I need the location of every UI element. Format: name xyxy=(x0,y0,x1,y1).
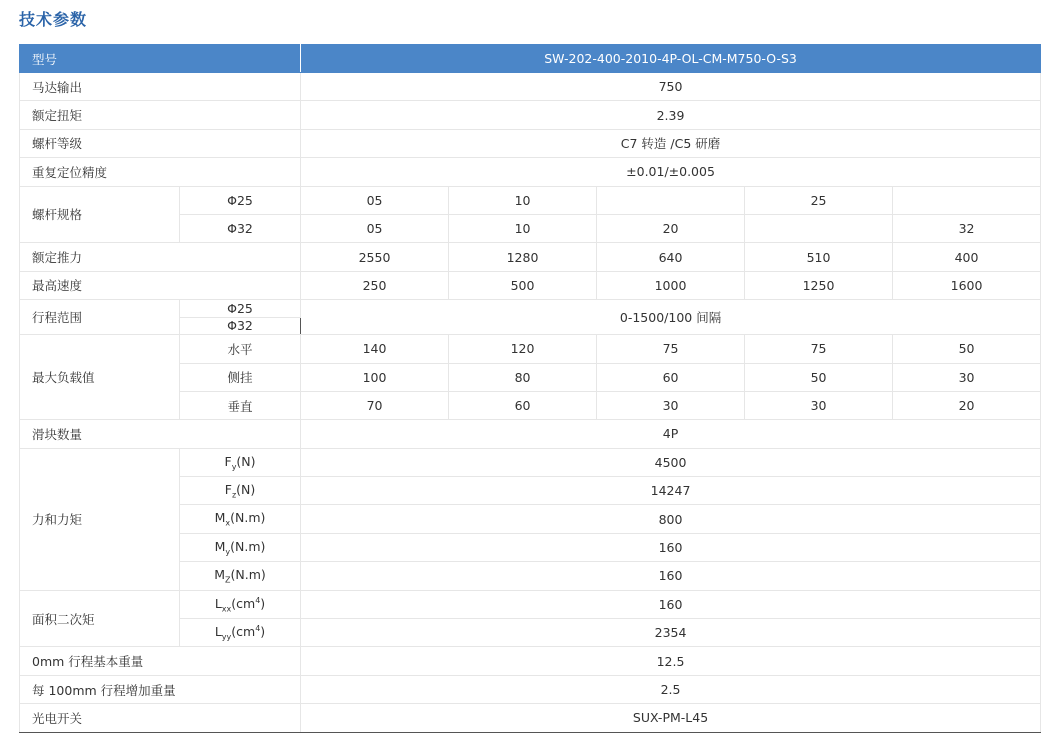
table-cell: 160 xyxy=(301,533,1041,561)
table-cell: 640 xyxy=(597,243,745,271)
area-moment-label: 面积二次矩 xyxy=(20,590,180,647)
table-row xyxy=(20,590,1041,618)
table-cell xyxy=(597,186,745,214)
table-row xyxy=(20,186,1041,214)
table-cell: 1280 xyxy=(449,243,597,271)
table-cell: 2354 xyxy=(301,619,1041,647)
table-cell xyxy=(745,214,893,242)
table-cell: 30 xyxy=(745,391,893,419)
table-row xyxy=(20,271,1041,299)
added-weight-value: 2.5 xyxy=(301,675,1041,703)
stroke-range-sub: Φ32 xyxy=(180,317,301,335)
table-cell: 80 xyxy=(449,363,597,391)
table-cell: 50 xyxy=(893,335,1041,363)
table-cell: 160 xyxy=(301,590,1041,618)
table-cell: 75 xyxy=(745,335,893,363)
table-row xyxy=(20,101,1041,129)
table-cell: 30 xyxy=(893,363,1041,391)
base-weight-label: 0mm 行程基本重量 xyxy=(20,647,301,675)
table-cell: 60 xyxy=(449,391,597,419)
screw-spec-sub: Φ32 xyxy=(180,214,301,242)
table-cell: 800 xyxy=(301,505,1041,533)
table-cell: 10 xyxy=(449,186,597,214)
added-weight-label: 每 100mm 行程增加重量 xyxy=(20,675,301,703)
table-cell: 32 xyxy=(893,214,1041,242)
table-cell: 30 xyxy=(597,391,745,419)
stroke-range-value: 0-1500/100 间隔 xyxy=(301,300,1041,335)
table-cell: 140 xyxy=(301,335,449,363)
table-cell xyxy=(893,186,1041,214)
table-cell: 1000 xyxy=(597,271,745,299)
table-cell: 500 xyxy=(449,271,597,299)
table-row xyxy=(20,704,1041,732)
repeat-accuracy-label: 重复定位精度 xyxy=(20,158,301,186)
motor-output-label: 马达输出 xyxy=(20,73,301,101)
screw-spec-label: 螺杆规格 xyxy=(20,186,180,243)
stroke-range-label: 行程范围 xyxy=(20,300,180,335)
page-title: 技术参数 xyxy=(19,10,88,29)
table-cell: 510 xyxy=(745,243,893,271)
slider-count-value: 4P xyxy=(301,420,1041,448)
screw-grade-label: 螺杆等级 xyxy=(20,129,301,157)
table-row xyxy=(20,675,1041,703)
max-load-label: 最大负载值 xyxy=(20,335,180,420)
table-row xyxy=(20,335,1041,363)
table-cell: 250 xyxy=(301,271,449,299)
table-cell: 25 xyxy=(745,186,893,214)
force-moment-sub: $M_x(N.m)$ xyxy=(180,505,301,533)
table-row xyxy=(20,647,1041,675)
base-weight-value: 12.5 xyxy=(301,647,1041,675)
table-cell: 20 xyxy=(893,391,1041,419)
table-row xyxy=(20,243,1041,271)
spec-table xyxy=(19,44,1041,733)
table-cell: 10 xyxy=(449,214,597,242)
rated-torque-value: 2.39 xyxy=(301,101,1041,129)
model-label: 型号 xyxy=(20,45,301,73)
max-load-sub: 垂直 xyxy=(180,391,301,419)
table-row xyxy=(20,300,1041,318)
table-row xyxy=(20,129,1041,157)
force-moment-sub: $F_z(N)$ xyxy=(180,477,301,505)
table-cell: 50 xyxy=(745,363,893,391)
slider-count-label: 滑块数量 xyxy=(20,420,301,448)
table-row xyxy=(20,448,1041,476)
table-row xyxy=(20,73,1041,101)
max-speed-label: 最高速度 xyxy=(20,271,301,299)
table-row xyxy=(20,158,1041,186)
table-cell: 100 xyxy=(301,363,449,391)
area-moment-sub: $L_{yy}(cm^4)$ xyxy=(180,619,301,647)
area-moment-sub: $L_{xx}(cm^4)$ xyxy=(180,590,301,618)
table-cell: 120 xyxy=(449,335,597,363)
force-moment-label: 力和力矩 xyxy=(20,448,180,590)
screw-grade-value: C7 转造 /C5 研磨 xyxy=(301,129,1041,157)
table-cell: 05 xyxy=(301,186,449,214)
table-cell: 60 xyxy=(597,363,745,391)
repeat-accuracy-value: ±0.01/±0.005 xyxy=(301,158,1041,186)
photo-switch-value: SUX-PM-L45 xyxy=(301,704,1041,732)
max-load-sub: 水平 xyxy=(180,335,301,363)
table-cell: 1600 xyxy=(893,271,1041,299)
table-cell: 2550 xyxy=(301,243,449,271)
stroke-range-sub: Φ25 xyxy=(180,300,301,318)
table-cell: 70 xyxy=(301,391,449,419)
table-cell: 160 xyxy=(301,562,1041,590)
table-cell: 1250 xyxy=(745,271,893,299)
table-row xyxy=(20,420,1041,448)
force-moment-sub: $M_y(N.m)$ xyxy=(180,533,301,561)
table-header-row xyxy=(20,45,1041,73)
max-load-sub: 侧挂 xyxy=(180,363,301,391)
table-cell: 20 xyxy=(597,214,745,242)
force-moment-sub: $F_y(N)$ xyxy=(180,448,301,476)
photo-switch-label: 光电开关 xyxy=(20,704,301,732)
model-value: SW-202-400-2010-4P-OL-CM-M750-O-S3 xyxy=(301,45,1041,73)
table-cell: 4500 xyxy=(301,448,1041,476)
screw-spec-sub: Φ25 xyxy=(180,186,301,214)
table-cell: 400 xyxy=(893,243,1041,271)
force-moment-sub: $M_Z(N.m)$ xyxy=(180,562,301,590)
rated-thrust-label: 额定推力 xyxy=(20,243,301,271)
table-cell: 14247 xyxy=(301,477,1041,505)
motor-output-value: 750 xyxy=(301,73,1041,101)
table-cell: 75 xyxy=(597,335,745,363)
table-cell: 05 xyxy=(301,214,449,242)
rated-torque-label: 额定扭矩 xyxy=(20,101,301,129)
